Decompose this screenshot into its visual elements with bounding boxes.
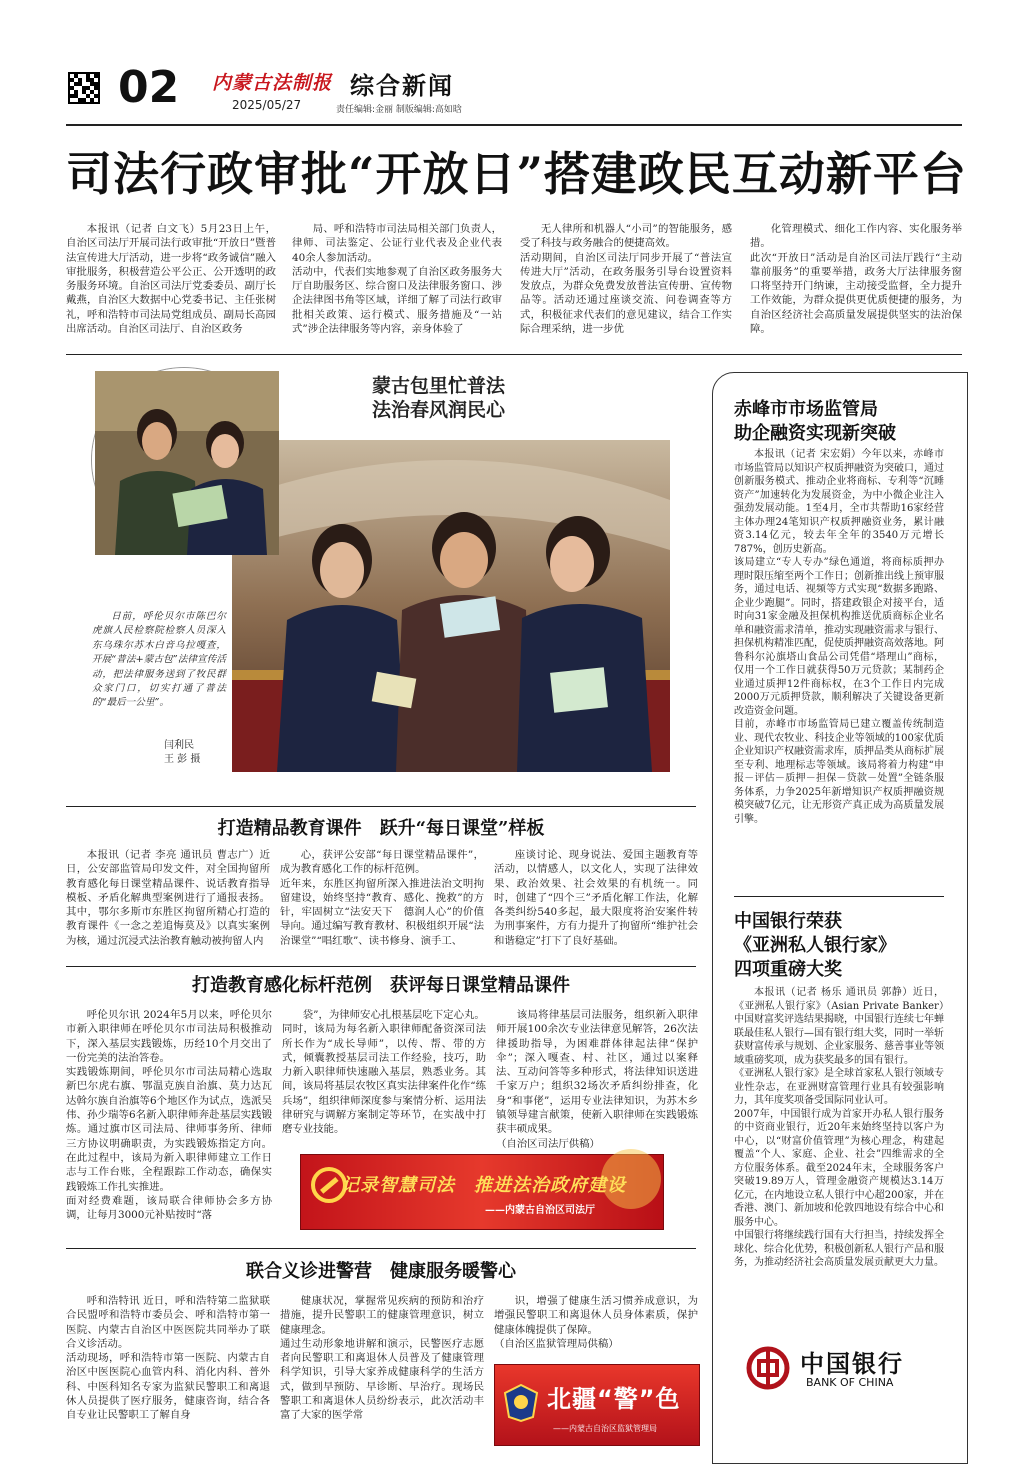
article3-title: 打造教育感化标杆范例 获评每日课堂精品课件 — [192, 975, 570, 996]
article2-title: 打造精品教育课件 跃升“每日课堂”样板 — [217, 818, 545, 839]
article3-col-3: 该局将律基层司法服务，组织新入职律师开展100余次专业法律意见解答，26次法律援助指导，为困难群体律起法律“保护伞”；深入嘎查、村、社区，通过以案释法、互动问答等多种形式，将法律知识送进千家万户；组织32场次矛盾纠纷排查，化身“和事佬”，运用专业法律知识，为苏木乡镇领导建言献策，使新入职律师在实践锻炼获丰硕成果。 （自治区司法厅供稿） — [496, 1009, 698, 1150]
main-headline: 司法行政审批“开放日”搭建政民互动新平台 — [66, 147, 967, 201]
section-rule-4 — [66, 1248, 696, 1249]
photo-credit-1: 闫利民 — [164, 740, 194, 751]
section-rule-3 — [66, 966, 696, 967]
lead-article-col-4: 化管理模式、细化工作内容、实化服务举措。 此次“开放日”活动是自治区司法厅践行“主动靠前服务”的重要举措，政务大厅法律服务窗口将坚持开门纳谏，主动接受监督，全力提升工作效能，为群众提供更优质便捷的服务，为自治区经济社会高质量发展提供坚实的法治保障。 — [750, 223, 962, 336]
lead-article-col-2: 局、呼和浩特市司法局相关部门负责人，律师、司法鉴定、公证行业代表及企业代表40余人参加活动。 活动中，代表们实地参观了自治区政务服务大厅自助服务区、综合窗口及法律服务窗口、涉企法律图书角等区域，详细了解了司法行政审批相关政策、运行模式、服务措施及“一站式”涉企法律服务等内容，亲身体验了 — [292, 223, 502, 336]
chifeng-title-1: 赤峰市市场监管局 — [734, 399, 878, 420]
article4-col-2: 健康状况，掌握常见疾病的预防和治疗措施，提升民警职工的健康管理意识，树立健康理念。 通过生动形象地讲解和演示，民警医疗志愿者向民警职工和离退休人员普及了健康管理科学知识，引导大家养成健康科学的生活方式，做到早预防、早诊断、早治疗。现场民警职工和离退休人员纷纷表示，此次活动丰富了大家的医学常 — [280, 1295, 484, 1422]
article2-col-3: 座谈讨论、现身说法、爱国主题教育等活动，以情感人，以文化人，实现了法律效果、政治效果、社会效果的有机统一。同时，创建了“四个三”矛盾化解工作法，化解各类纠纷540多起，最大限度将治安案件转为刑事案件，方有力提升了拘留所“维护社会和谐稳定”打下了良好基础。 — [494, 849, 698, 947]
editors-line: 责任编辑:金丽 制版编辑:高如晗 — [336, 105, 462, 115]
boc-title-3: 四项重磅大奖 — [734, 959, 842, 980]
photo-story-title-1: 蒙古包里忙普法 — [372, 375, 506, 397]
section-rule-2 — [66, 806, 696, 807]
justice-banner-line2: ——内蒙古自治区司法厅 — [485, 1205, 595, 1216]
inset-photo-circle — [92, 368, 276, 552]
boc-logo-cn: 中国银行 — [800, 1349, 904, 1378]
masthead-rule — [66, 124, 962, 126]
sidebar-rule — [734, 896, 944, 897]
prison-banner-title: 北疆“警”色 — [547, 1385, 681, 1413]
boc-logo-icon — [746, 1346, 790, 1390]
justice-banner-line1: 记录智慧司法 推进法治政府建设 — [341, 1175, 626, 1196]
article4-col-1: 呼和浩特讯 近日，呼和浩特第二监狱联合民盟呼和浩特市委员会、呼和浩特市第一医院、内蒙古自治区中医医院共同举办了联合义诊活动。 活动现场，呼和浩特市第一医院、内蒙古自治区中医医院心血管内科、消化内科、普外科、中医科知名专家为监狱民警职工和离退休人员提供了医疗服务，健康咨询，结合各自专业让民警职工了解自身 — [66, 1295, 270, 1422]
article3-col-2: 袋”，为律师安心扎根基层吃下定心丸。 同时，该局为每名新入职律师配备资深司法所长作为“成长导师”，以传、帮、带的方式，倾囊教授基层司法工作经验，技巧，助力新入职律师快速融入基层，熟悉业务。其间，该局将基层农牧区真实法律案件化作“练兵场”，组织律师深度参与案情分析、运用法律研究与调解方案制定等环节，在实战中打磨专业技能。 — [282, 1009, 486, 1136]
chifeng-title-2: 助企融资实现新突破 — [734, 423, 896, 444]
justice-banner — [300, 1154, 664, 1230]
lead-article-col-1: 本报讯（记者 白文飞）5月23日上午，自治区司法厅开展司法行政审批“开放日”暨普法宣传进大厅活动，进一步将“政务诚信”融入审批服务，积极营造公平公正、公开透明的政务服务环境。自治区司法厅党委委员、副厅长戴燕，自治区大数据中心党委书记、主任张树礼，呼和浩特市司法局党组成员、副局长高园出席活动。自治区司法厅、自治区政务 — [66, 223, 276, 336]
issue-date: 2025/05/27 — [232, 98, 302, 112]
section-title: 综合新闻 — [350, 71, 454, 100]
article3-col-1: 呼伦贝尔讯 2024年5月以来，呼伦贝尔市新入职律师在呼伦贝尔市司法局积极推动下，深入基层实践锻炼，历经10个月交出了一份完美的法治答卷。 实践锻炼期间，呼伦贝尔市司法局精心选取新巴尔虎右旗、鄂温克族自治旗、莫力达瓦达斡尔族自治旗等6个地区作为试点，选派吴伟、孙少瑞等6名新入职律师奔赴基层实践锻炼。通过旗市区司法局、律师事务所、律师三方协议明确职责，为实践锻炼指定方向。在此过程中，该局为新入职律师建立工作日志与工作台账，全程跟踪工作动态，确保实践锻炼工作扎实推进。 面对经费难题，该局联合律师协会多方协调，让每月3000元补贴按时“落 — [66, 1009, 272, 1222]
article2-col-2: 心，获评公安部“每日课堂精品课件”，成为教育感化工作的标杆范例。 近年来，东胜区拘留所深入推进法治文明拘留建设，始终坚持“教育、感化、挽救”的方针，牢固树立“法安天下 德润人心”的价值导向。通过编写教育教材、积极组织开展“法治课堂”“唱红歌”、读书修身、演手工、 — [280, 849, 484, 947]
boc-body: 本报讯（记者 杨乐 通讯员 郭静）近日，《亚洲私人银行家》（Asian Private Banker）中国财富奖评选结果揭晓，中国银行连续七年蝉联最佳私人银行—国有银行组大奖，同时一举斩获财富传承与规划、企业家服务、慈善事业等领域重磅奖项，成为获奖最多的国有银行。 《亚洲私人银行家》是全球首家私人银行领域专业性杂志，在亚洲财富管理行业具有较强影响力，其年度奖项备受国际同业认可。 2007年，中国银行成为首家开办私人银行服务的中资商业银行，近20年来始终坚持以客户为中心，以“财富价值管理”为核心理念，构建起覆盖“个人、家庭、企业、社会”四维需求的全方位服务体系。截至2024年末，全球服务客户突破19.89万人，管理金融资产规模达3.14万亿元，在内地设立私人银行中心超200家，并在香港、澳门、新加坡和伦敦四地设有综合中心和服务中心。 中国银行将继续践行国有大行担当，持续发挥全球化、综合化优势，积极创新私人银行产品和服务，为推动经济社会高质量发展贡献更大力量。 — [734, 987, 944, 1268]
paper-logo: 内蒙古法制报 — [212, 72, 333, 94]
lead-article-col-3: 无人律所和机器人“小司”的智能服务，感受了科技与政务融合的便捷高效。 活动期间，自治区司法厅同步开展了“普法宣传进大厅”活动，在政务服务引导台设置资料发放点，为群众免费发放普法宣传册、宣传物品等。活动还通过座谈交流、问卷调查等方式，积极征求代表们的意见建议，结合工作实际合理采纳，进一步优 — [520, 223, 732, 336]
page-number: 02 — [118, 62, 180, 113]
photo-story-title-2: 法治春风润民心 — [372, 399, 506, 421]
police-badge-icon — [501, 1383, 541, 1423]
article4-col-3: 识，增强了健康生活习惯养成意识，为增强民警职工和离退休人员身体素质，保护健康体魄提供了保障。 （自治区监狱管理局供稿） — [494, 1295, 698, 1350]
prison-banner-sub: ——内蒙古自治区监狱管理局 — [553, 1424, 657, 1433]
section-rule-1 — [66, 354, 962, 355]
boc-title-1: 中国银行荣获 — [734, 911, 842, 932]
boc-logo-en: BANK OF CHINA — [806, 1376, 894, 1389]
qr-code-icon — [68, 72, 100, 104]
article2-col-1: 本报讯（记者 李亮 通讯员 曹志广）近日，公安部监管局印发文件，对全国拘留所教育感化每日课堂精品课件、说话教育指导模板、矛盾化解典型案例进行了通报表扬。其中，鄂尔多斯市东胜区拘留所精心打造的教育课件《一念之差追悔莫及》以真实案例为核，通过沉浸式法治教育触动被拘留人内 — [66, 849, 270, 947]
photo-credit-2: 王 彭 摄 — [164, 754, 201, 765]
prison-banner — [494, 1364, 700, 1446]
photo-caption: 日前，呼伦贝尔市陈巴尔虎旗人民检察院检察人员深入东乌珠尔苏木白音乌拉嘎查，开展“普法+蒙古包”法律宣传活动，把法律服务送到了牧民群众家门口，切实打通了普法的“最后一公里”。 — [92, 611, 226, 709]
chifeng-body: 本报讯（记者 宋宏娟）今年以来，赤峰市市场监管局以知识产权质押融资为突破口，通过创新服务模式、推动企业将商标、专利等“沉睡资产”加速转化为发展资金，为中小微企业注入强劲发展动能。1至4月，全市共帮助16家经营主体办理24笔知识产权质押融资业务，累计融资3.14亿元，较去年全年的3540万元增长787%，创历史新高。 该局建立“专人专办”绿色通道，将商标质押办理时限压缩至两个工作日；创新推出线上预审服务，通过电话、视频等方式实现“数据多跑路、企业少跑腿”。同时，搭建政银企对接平台，适时向31家金融及担保机构推送优质商标企业名单和融资需求清单，推动实现融资需求与银行、担保机构精准匹配，促使质押融资高效落地。阿鲁科尔沁旗塔山食品公司凭借“塔理山”商标，仅用一个工作日就获得50万元贷款；某制药企业通过质押12件商标权，在3个工作日内完成2000万元质押贷款，顺利解决了关键设备更新改造资金问题。 目前，赤峰市市场监管局已建立覆盖传统制造业、现代农牧业、科技企业等领域的100家优质企业知识产权融资需求库，质押品类从商标扩展至专利、地理标志等领域。该局将着力构建“申报－评估－质押－担保－贷款－处置”全链条服务体系，力争2025年新增知识产权质押融资规模突破7亿元，让无形资产真正成为高质量发展引擎。 — [734, 449, 944, 825]
article4-title: 联合义诊进警营 健康服务暖警心 — [246, 1261, 516, 1282]
herders-photo — [232, 440, 670, 772]
boc-title-2: 《亚洲私人银行家》 — [734, 935, 896, 956]
